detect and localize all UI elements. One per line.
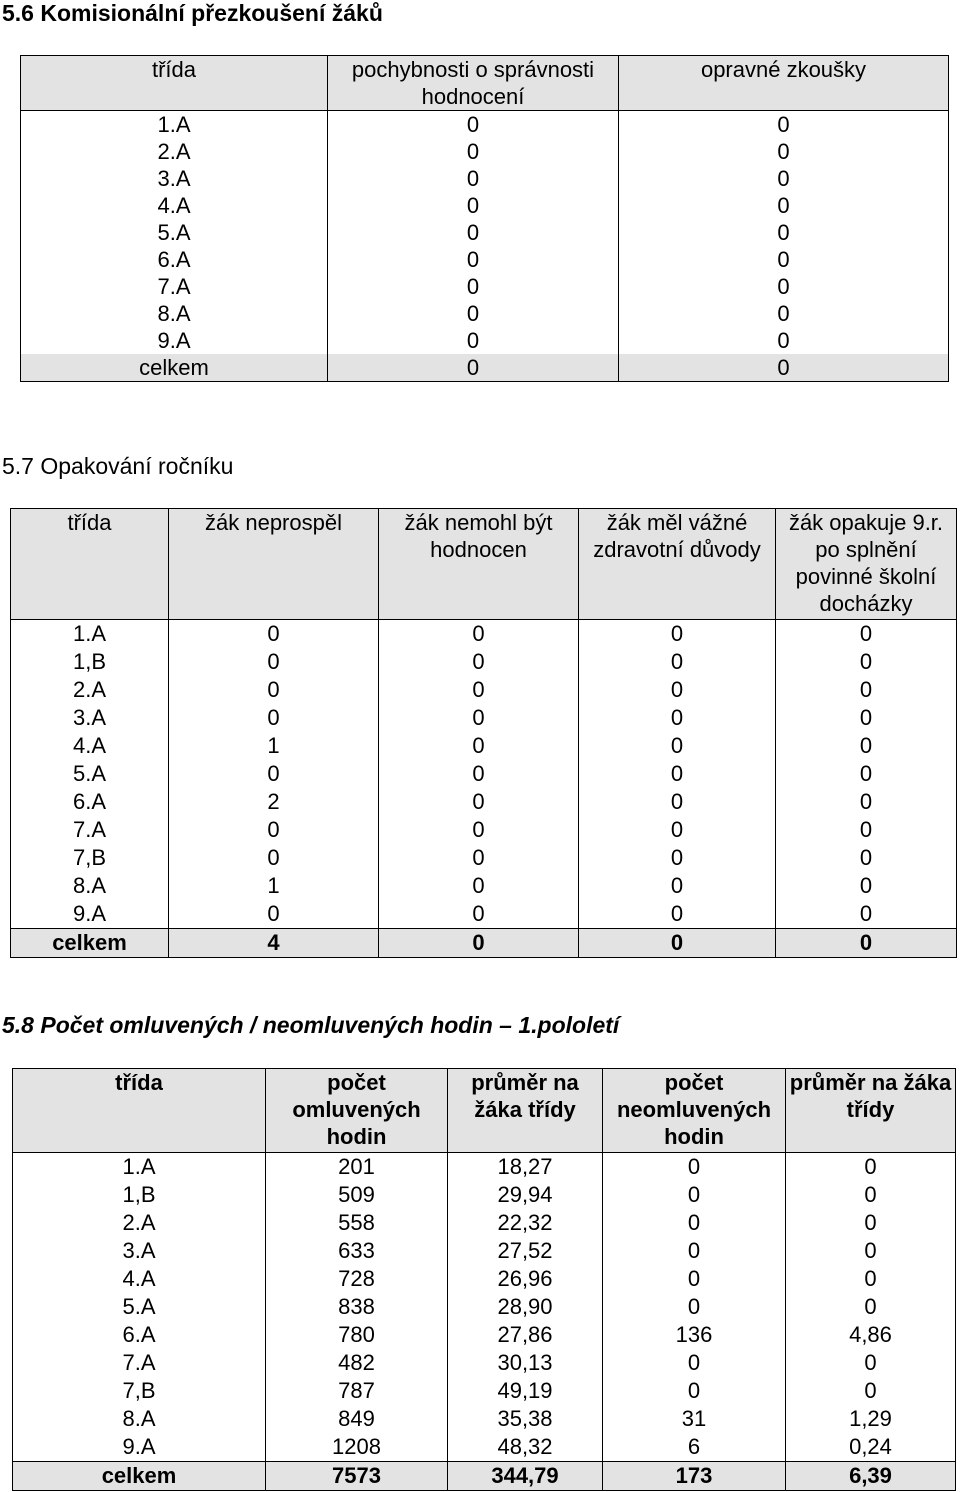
value-cell: 728 <box>266 1265 448 1293</box>
value-cell: 0 <box>328 300 619 327</box>
value-cell: 201 <box>266 1153 448 1182</box>
table-komisionalni <box>20 55 949 382</box>
table-row <box>13 1237 956 1265</box>
value-cell: 0 <box>579 620 776 649</box>
value-cell: 0 <box>776 704 957 732</box>
value-cell: 0 <box>786 1153 956 1182</box>
value-cell: 136 <box>603 1321 786 1349</box>
value-cell: 0 <box>579 760 776 788</box>
value-cell: 1 <box>169 872 379 900</box>
value-cell: 0 <box>603 1349 786 1377</box>
class-cell: 7,B <box>13 1377 266 1405</box>
table-row <box>11 732 957 760</box>
class-cell: 6.A <box>13 1321 266 1349</box>
value-cell: 0 <box>776 788 957 816</box>
value-cell: 0 <box>328 246 619 273</box>
table-row <box>21 354 949 382</box>
column-header: žák měl vážné zdravotní důvody <box>579 509 776 620</box>
value-cell: 0 <box>328 192 619 219</box>
table-opakovani <box>10 508 957 958</box>
column-header: průměr na žáka třídy <box>448 1069 603 1153</box>
value-cell: 2 <box>169 788 379 816</box>
section-title-omluvene-hodiny: 5.8 Počet omluvených / neomluvených hodin – 1.pololetí <box>2 1012 620 1038</box>
value-cell: 0 <box>619 138 949 165</box>
class-cell: 1,B <box>11 648 169 676</box>
table-row <box>21 327 949 354</box>
value-cell: 0 <box>169 648 379 676</box>
table-row <box>21 219 949 246</box>
table-row <box>11 788 957 816</box>
value-cell: 509 <box>266 1181 448 1209</box>
value-cell: 0 <box>619 192 949 219</box>
column-header: pochybnosti o správnosti hodnocení <box>328 56 619 111</box>
value-cell: 0 <box>579 788 776 816</box>
value-cell: 0 <box>603 1181 786 1209</box>
class-cell: 1.A <box>21 111 328 139</box>
value-cell: 0 <box>776 900 957 929</box>
total-value: 4 <box>169 929 379 958</box>
value-cell: 0 <box>619 354 949 382</box>
total-value: 0 <box>379 929 579 958</box>
value-cell: 0 <box>379 620 579 649</box>
value-cell: 0 <box>619 219 949 246</box>
table-row <box>21 246 949 273</box>
value-cell: 0 <box>379 788 579 816</box>
class-cell: 2.A <box>13 1209 266 1237</box>
section-title-opakovani: 5.7 Opakování ročníku <box>2 453 234 479</box>
table-row <box>13 1433 956 1462</box>
value-cell: 30,13 <box>448 1349 603 1377</box>
value-cell: 0 <box>776 732 957 760</box>
value-cell: 0 <box>786 1209 956 1237</box>
value-cell: 0 <box>328 165 619 192</box>
value-cell: 849 <box>266 1405 448 1433</box>
table-row <box>11 760 957 788</box>
value-cell: 0 <box>379 900 579 929</box>
value-cell: 1,29 <box>786 1405 956 1433</box>
table-row <box>13 1349 956 1377</box>
value-cell: 633 <box>266 1237 448 1265</box>
class-cell: 5.A <box>21 219 328 246</box>
column-header: průměr na žáka třídy <box>786 1069 956 1153</box>
value-cell: 0 <box>169 844 379 872</box>
value-cell: 0 <box>328 219 619 246</box>
table-row <box>11 620 957 649</box>
table-row <box>13 1377 956 1405</box>
column-header: třída <box>21 56 328 111</box>
value-cell: 0 <box>776 620 957 649</box>
value-cell: 0 <box>786 1293 956 1321</box>
total-label: celkem <box>13 1462 266 1491</box>
value-cell: 0 <box>776 844 957 872</box>
value-cell: 1208 <box>266 1433 448 1462</box>
class-cell: 9.A <box>21 327 328 354</box>
class-cell: 2.A <box>21 138 328 165</box>
class-cell: 6.A <box>21 246 328 273</box>
table-row <box>21 138 949 165</box>
value-cell: 0 <box>579 732 776 760</box>
value-cell: 22,32 <box>448 1209 603 1237</box>
value-cell: 48,32 <box>448 1433 603 1462</box>
value-cell: 0 <box>603 1237 786 1265</box>
value-cell: 0 <box>619 273 949 300</box>
value-cell: 0 <box>379 704 579 732</box>
class-cell: 4.A <box>13 1265 266 1293</box>
value-cell: 0 <box>328 111 619 139</box>
table-row <box>11 844 957 872</box>
column-header: žák opakuje 9.r. po splnění povinné školní docházky <box>776 509 957 620</box>
value-cell: 0 <box>379 816 579 844</box>
class-cell: 7,B <box>11 844 169 872</box>
value-cell: 0,24 <box>786 1433 956 1462</box>
value-cell: 0 <box>328 273 619 300</box>
value-cell: 0 <box>579 844 776 872</box>
value-cell: 0 <box>379 872 579 900</box>
value-cell: 0 <box>603 1293 786 1321</box>
value-cell: 0 <box>619 165 949 192</box>
column-header: počet omluvených hodin <box>266 1069 448 1153</box>
column-header: žák nemohl být hodnocen <box>379 509 579 620</box>
value-cell: 0 <box>579 704 776 732</box>
value-cell: 29,94 <box>448 1181 603 1209</box>
value-cell: 0 <box>776 872 957 900</box>
table-row <box>21 273 949 300</box>
class-cell: 9.A <box>11 900 169 929</box>
value-cell: 0 <box>169 900 379 929</box>
class-cell: 4.A <box>11 732 169 760</box>
value-cell: 0 <box>786 1181 956 1209</box>
value-cell: 27,52 <box>448 1237 603 1265</box>
class-cell: 8.A <box>21 300 328 327</box>
total-label: celkem <box>11 929 169 958</box>
value-cell: 0 <box>579 900 776 929</box>
value-cell: 0 <box>379 648 579 676</box>
total-row <box>11 929 957 958</box>
total-value: 6,39 <box>786 1462 956 1491</box>
value-cell: 0 <box>776 760 957 788</box>
value-cell: 838 <box>266 1293 448 1321</box>
value-cell: 0 <box>619 246 949 273</box>
value-cell: 0 <box>169 620 379 649</box>
value-cell: 0 <box>619 111 949 139</box>
value-cell: 0 <box>619 327 949 354</box>
value-cell: 26,96 <box>448 1265 603 1293</box>
class-cell: 1.A <box>11 620 169 649</box>
class-cell: 8.A <box>13 1405 266 1433</box>
value-cell: 49,19 <box>448 1377 603 1405</box>
total-value: 344,79 <box>448 1462 603 1491</box>
value-cell: 0 <box>786 1349 956 1377</box>
total-value: 0 <box>579 929 776 958</box>
value-cell: 0 <box>379 732 579 760</box>
class-cell: 3.A <box>11 704 169 732</box>
value-cell: 27,86 <box>448 1321 603 1349</box>
table-row <box>11 704 957 732</box>
value-cell: 0 <box>379 676 579 704</box>
table-row <box>11 872 957 900</box>
table-row <box>13 1209 956 1237</box>
value-cell: 0 <box>169 816 379 844</box>
table-row <box>21 300 949 327</box>
class-cell: 7.A <box>21 273 328 300</box>
table-row <box>13 1265 956 1293</box>
section-title-komisionalni: 5.6 Komisionální přezkoušení žáků <box>2 0 383 26</box>
value-cell: 0 <box>169 704 379 732</box>
value-cell: 780 <box>266 1321 448 1349</box>
table-row <box>13 1181 956 1209</box>
value-cell: 0 <box>619 300 949 327</box>
table-row <box>21 165 949 192</box>
class-cell: 9.A <box>13 1433 266 1462</box>
total-value: 173 <box>603 1462 786 1491</box>
class-cell: 7.A <box>13 1349 266 1377</box>
value-cell: 0 <box>379 760 579 788</box>
value-cell: 0 <box>786 1377 956 1405</box>
value-cell: 787 <box>266 1377 448 1405</box>
value-cell: 0 <box>603 1209 786 1237</box>
class-cell: 5.A <box>11 760 169 788</box>
total-value: 7573 <box>266 1462 448 1491</box>
class-cell: 3.A <box>21 165 328 192</box>
value-cell: 28,90 <box>448 1293 603 1321</box>
value-cell: 482 <box>266 1349 448 1377</box>
total-value: 0 <box>776 929 957 958</box>
column-header: třída <box>13 1069 266 1153</box>
value-cell: 31 <box>603 1405 786 1433</box>
value-cell: 0 <box>776 676 957 704</box>
table-row <box>13 1153 956 1182</box>
value-cell: 0 <box>579 648 776 676</box>
table-row <box>13 1405 956 1433</box>
table-row <box>13 1293 956 1321</box>
value-cell: 6 <box>603 1433 786 1462</box>
value-cell: 4,86 <box>786 1321 956 1349</box>
class-cell: 8.A <box>11 872 169 900</box>
value-cell: 0 <box>328 327 619 354</box>
class-cell: 1.A <box>13 1153 266 1182</box>
value-cell: 0 <box>776 816 957 844</box>
table-row <box>11 648 957 676</box>
class-cell: 7.A <box>11 816 169 844</box>
column-header: třída <box>11 509 169 620</box>
value-cell: 0 <box>169 676 379 704</box>
value-cell: 558 <box>266 1209 448 1237</box>
table-row <box>11 900 957 929</box>
value-cell: 0 <box>579 676 776 704</box>
value-cell: 0 <box>169 760 379 788</box>
value-cell: 18,27 <box>448 1153 603 1182</box>
value-cell: 0 <box>579 816 776 844</box>
column-header: opravné zkoušky <box>619 56 949 111</box>
class-cell: 6.A <box>11 788 169 816</box>
table-row <box>11 816 957 844</box>
table-row <box>13 1321 956 1349</box>
class-cell: celkem <box>21 354 328 382</box>
table-row <box>11 676 957 704</box>
value-cell: 0 <box>603 1377 786 1405</box>
total-row <box>13 1462 956 1491</box>
column-header: žák neprospěl <box>169 509 379 620</box>
class-cell: 1,B <box>13 1181 266 1209</box>
value-cell: 35,38 <box>448 1405 603 1433</box>
value-cell: 0 <box>786 1237 956 1265</box>
value-cell: 0 <box>328 354 619 382</box>
value-cell: 0 <box>603 1153 786 1182</box>
value-cell: 0 <box>579 872 776 900</box>
column-header: počet neomluvených hodin <box>603 1069 786 1153</box>
table-row <box>21 111 949 139</box>
value-cell: 0 <box>786 1265 956 1293</box>
value-cell: 1 <box>169 732 379 760</box>
value-cell: 0 <box>328 138 619 165</box>
class-cell: 5.A <box>13 1293 266 1321</box>
table-row <box>21 192 949 219</box>
class-cell: 2.A <box>11 676 169 704</box>
value-cell: 0 <box>776 648 957 676</box>
class-cell: 4.A <box>21 192 328 219</box>
value-cell: 0 <box>603 1265 786 1293</box>
table-omluvene-hodiny <box>12 1068 956 1491</box>
value-cell: 0 <box>379 844 579 872</box>
class-cell: 3.A <box>13 1237 266 1265</box>
